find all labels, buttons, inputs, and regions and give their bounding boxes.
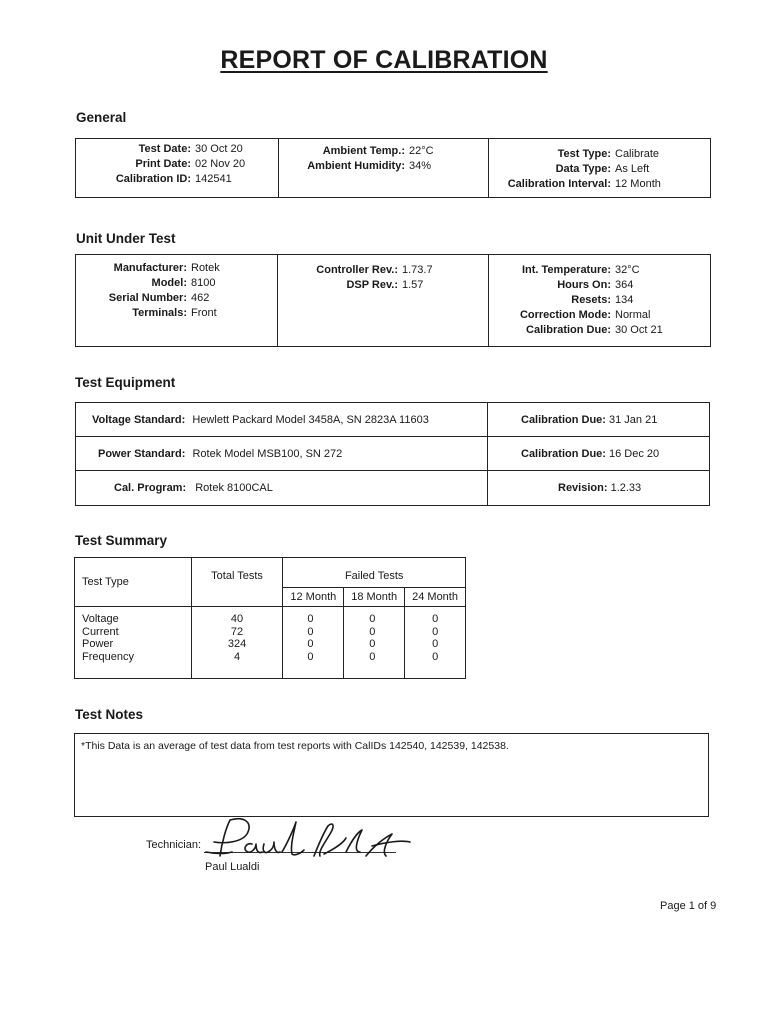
summary-total-current: 72 (230, 625, 244, 638)
equipment-row-voltage (76, 403, 709, 436)
ambient-temp-value: 22°C (409, 145, 434, 157)
int-temperature-label: Int. Temperature: (521, 264, 611, 276)
revision-label: Revision: (558, 482, 608, 494)
summary-total-frequency: 4 (233, 650, 241, 663)
uut-col-firmware (277, 255, 488, 346)
test-date-value: 30 Oct 20 (195, 143, 243, 155)
hours-on-value: 364 (615, 279, 634, 291)
data-type-label: Data Type: (555, 163, 611, 175)
header-12-month: 12 Month (283, 588, 344, 607)
unit-under-test-box (75, 254, 711, 347)
resets-value: 134 (615, 294, 634, 306)
header-failed-tests: Failed Tests (283, 558, 466, 588)
page-number: Page 1 of 9 (660, 900, 717, 912)
ambient-humidity-label: Ambient Humidity: (307, 160, 405, 172)
uut-col-status (488, 255, 710, 346)
header-18-month: 18 Month (344, 588, 405, 607)
test-notes-heading: Test Notes (75, 707, 144, 722)
summary-totals (191, 607, 283, 679)
cal-program-label: Cal. Program: (114, 482, 187, 494)
unit-under-test-heading: Unit Under Test (76, 231, 176, 246)
controller-rev-label: Controller Rev.: (316, 264, 398, 276)
failed-24m-frequency: 0 (432, 650, 439, 663)
terminals-label: Terminals: (132, 307, 187, 319)
print-date-label: Print Date: (135, 158, 191, 170)
summary-test-types (75, 607, 192, 679)
summary-failed-12-month (283, 607, 344, 679)
summary-type-voltage: Voltage (82, 613, 119, 625)
calibration-interval-label: Calibration Interval: (507, 178, 611, 190)
manufacturer-label: Manufacturer: (113, 262, 187, 274)
ambient-humidity-value: 34% (409, 160, 432, 172)
model-value: 8100 (191, 277, 216, 289)
ambient-temp-label: Ambient Temp.: (322, 145, 405, 157)
general-col-ambient (278, 139, 488, 197)
cal-program-value: Rotek 8100CAL (195, 482, 273, 494)
power-calibration-due-label: Calibration Due: (521, 447, 606, 460)
test-equipment-box (75, 402, 710, 506)
serial-number-label: Serial Number: (108, 292, 187, 304)
summary-type-power: Power (82, 638, 114, 650)
failed-24m-power: 0 (432, 638, 439, 650)
technician-signature (196, 812, 416, 872)
header-test-type: Test Type (75, 558, 192, 607)
revision-value: 1.2.33 (610, 482, 642, 494)
report-title: REPORT OF CALIBRATION (220, 46, 548, 74)
test-type-value: Calibrate (615, 148, 660, 160)
controller-rev-value: 1.73.7 (402, 264, 433, 276)
test-summary-heading: Test Summary (75, 533, 168, 548)
failed-12m-voltage: 0 (307, 613, 314, 625)
voltage-calibration-due-value: 31 Jan 21 (609, 413, 658, 426)
failed-18m-voltage: 0 (369, 613, 376, 625)
failed-18m-power: 0 (369, 638, 376, 650)
summary-body-row (75, 607, 466, 679)
test-notes-text: *This Data is an average of test data from test reports with CalIDs 142540, 142539, 142538. (81, 740, 509, 752)
resets-label: Resets: (571, 294, 611, 306)
model-label: Model: (151, 277, 187, 289)
data-type-value: As Left (615, 163, 650, 175)
calibration-id-label: Calibration ID: (115, 173, 191, 185)
test-type-label: Test Type: (557, 148, 611, 160)
summary-total-power: 324 (227, 638, 247, 650)
general-col-type (488, 139, 710, 197)
equipment-row-program (76, 470, 709, 505)
header-total-tests: Total Tests (191, 558, 283, 607)
general-col-dates (76, 139, 278, 197)
general-box (75, 138, 711, 198)
uut-col-identity (76, 255, 277, 346)
calibration-id-value: 142541 (195, 173, 232, 185)
print-date-value: 02 Nov 20 (195, 158, 246, 170)
summary-type-frequency: Frequency (82, 650, 134, 663)
failed-12m-current: 0 (307, 625, 314, 638)
technician-label: Technician: (146, 839, 202, 851)
uut-calibration-due-label: Calibration Due: (526, 324, 611, 336)
summary-failed-18-month (344, 607, 405, 679)
dsp-rev-value: 1.57 (402, 279, 424, 291)
voltage-standard-value: Hewlett Packard Model 3458A, SN 2823A 11603 (192, 413, 429, 426)
correction-mode-label: Correction Mode: (519, 309, 611, 321)
failed-18m-current: 0 (369, 625, 376, 638)
test-date-label: Test Date: (138, 143, 191, 155)
power-calibration-due-value: 16 Dec 20 (609, 447, 660, 460)
failed-12m-frequency: 0 (307, 650, 314, 663)
test-equipment-heading: Test Equipment (75, 375, 176, 390)
voltage-standard-label: Voltage Standard: (92, 413, 186, 426)
header-24-month: 24 Month (405, 588, 466, 607)
summary-failed-24-month (405, 607, 466, 679)
equipment-row-power (76, 436, 709, 470)
uut-calibration-due-value: 30 Oct 21 (615, 324, 663, 336)
voltage-calibration-due-label: Calibration Due: (521, 413, 606, 426)
correction-mode-value: Normal (615, 309, 651, 321)
technician-name: Paul Lualdi (205, 861, 260, 873)
failed-12m-power: 0 (307, 638, 314, 650)
test-summary-table (74, 557, 466, 679)
failed-24m-current: 0 (432, 625, 439, 638)
power-standard-label: Power Standard: (98, 447, 186, 460)
hours-on-label: Hours On: (557, 279, 611, 291)
summary-type-current: Current (82, 625, 119, 638)
general-heading: General (76, 110, 127, 125)
calibration-interval-value: 12 Month (615, 178, 661, 190)
power-standard-value: Rotek Model MSB100, SN 272 (192, 447, 343, 460)
manufacturer-value: Rotek (191, 262, 220, 274)
failed-24m-voltage: 0 (432, 613, 439, 625)
int-temperature-value: 32°C (615, 264, 640, 276)
serial-number-value: 462 (191, 292, 210, 304)
terminals-value: Front (191, 307, 217, 319)
dsp-rev-label: DSP Rev.: (346, 279, 398, 291)
failed-18m-frequency: 0 (369, 650, 376, 663)
test-notes-box (74, 733, 709, 817)
summary-total-voltage: 40 (230, 613, 244, 625)
